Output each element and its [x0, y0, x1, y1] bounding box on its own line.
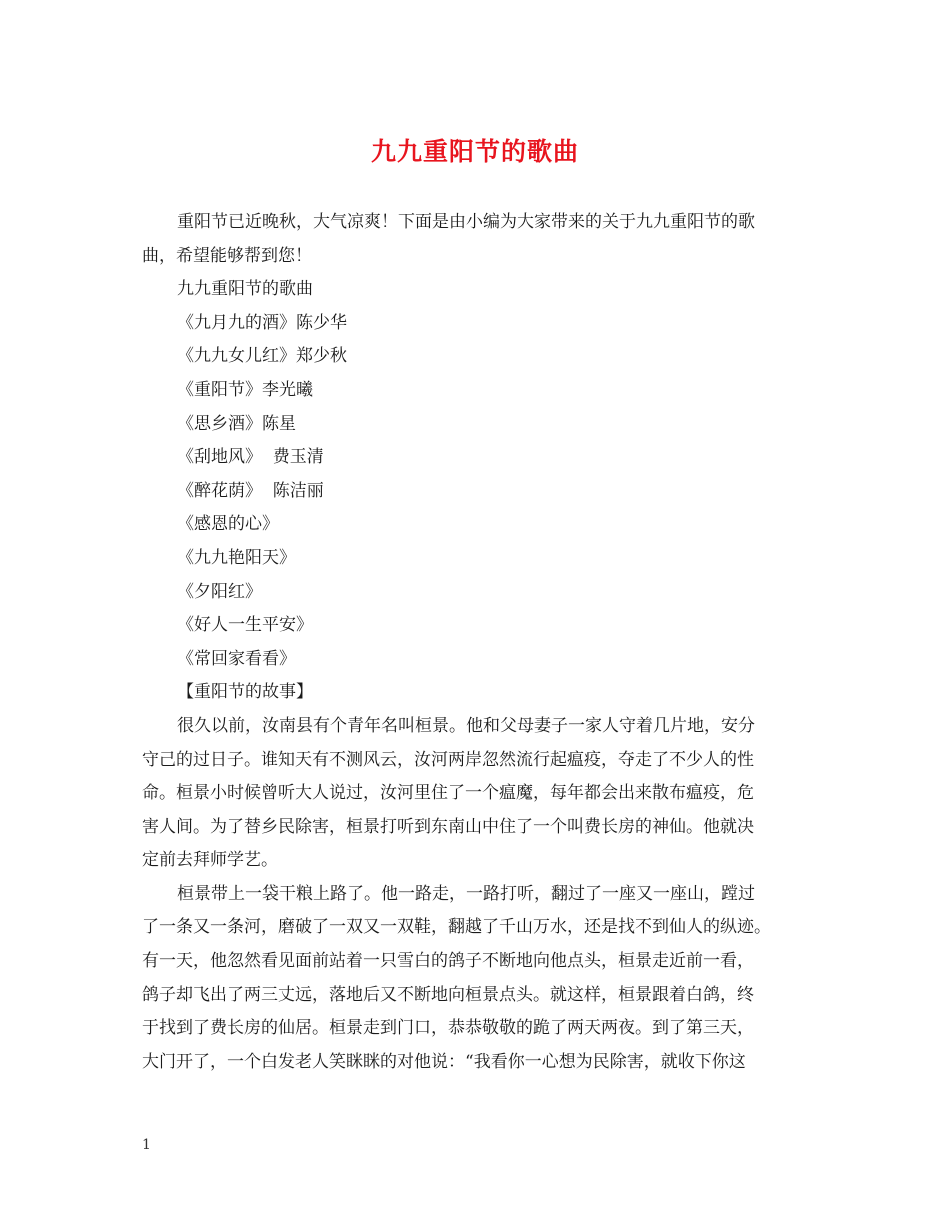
song-item: 《好人一生平安》: [177, 615, 313, 636]
story-paragraph-line: 了一条又一条河，磨破了一双又一双鞋，翻越了千山万水，还是找不到仙人的纵迹。: [142, 917, 771, 938]
intro-line: 重阳节已近晚秋，大气凉爽！下面是由小编为大家带来的关于九九重阳节的歌: [177, 212, 755, 232]
story-paragraph-line: 守己的过日子。谁知天有不测风云，汝河两岸忽然流行起瘟疫，夺走了不少人的性: [142, 749, 754, 770]
story-paragraph-line: 很久以前，汝南县有个青年名叫桓景。他和父母妻子一家人守着几片地，安分: [177, 715, 755, 736]
song-item: 《思乡酒》陈星: [177, 413, 296, 434]
song-item: 《感恩的心》: [177, 514, 279, 535]
story-paragraph-line: 于找到了费长房的仙居。桓景走到门口，恭恭敬敬的跪了两天两夜。到了第三天，: [142, 1018, 754, 1039]
story-heading: 【重阳节的故事】: [177, 682, 313, 703]
page-number: 1: [142, 1137, 151, 1153]
document-title: 九九重阳节的歌曲: [370, 137, 579, 166]
story-paragraph-line: 桓景带上一袋干粮上路了。他一路走，一路打听，翻过了一座又一座山，蹚过: [177, 883, 755, 904]
song-item: 《九九艳阳天》: [177, 547, 296, 568]
document-body: [142, 206, 822, 1079]
song-item: 《醉花荫》 陈洁丽: [177, 480, 324, 501]
song-item: 《重阳节》李光曦: [177, 379, 313, 400]
story-paragraph-line: 害人间。为了替乡民除害，桓景打听到东南山中住了一个叫费长房的神仙。他就决: [142, 816, 754, 837]
story-paragraph-line: 有一天，他忽然看见面前站着一只雪白的鸽子不断地向他点头，桓景走近前一看，: [142, 951, 754, 972]
song-item: 《九九女儿红》郑少秋: [177, 346, 347, 367]
song-item: 《九月九的酒》陈少华: [177, 312, 347, 333]
story-paragraph-line: 大门开了，一个白发老人笑眯眯的对他说：“我看你一心想为民除害，就收下你这: [142, 1051, 746, 1072]
intro-line: 曲，希望能够帮到您！: [142, 245, 312, 266]
story-paragraph-line: 命。桓景小时候曾听大人说过，汝河里住了一个瘟魔，每年都会出来散布瘟疫，危: [142, 783, 754, 804]
story-paragraph-line: 鸽子却飞出了两三丈远，落地后又不断地向桓景点头。就这样，桓景跟着白鸽，终: [142, 984, 754, 1005]
songs-heading: 九九重阳节的歌曲: [177, 279, 313, 300]
story-paragraph-line: 定前去拜师学艺。: [142, 850, 278, 871]
song-item: 《夕阳红》: [177, 581, 262, 602]
song-item: 《刮地风》 费玉清: [177, 447, 324, 468]
song-item: 《常回家看看》: [177, 648, 296, 669]
